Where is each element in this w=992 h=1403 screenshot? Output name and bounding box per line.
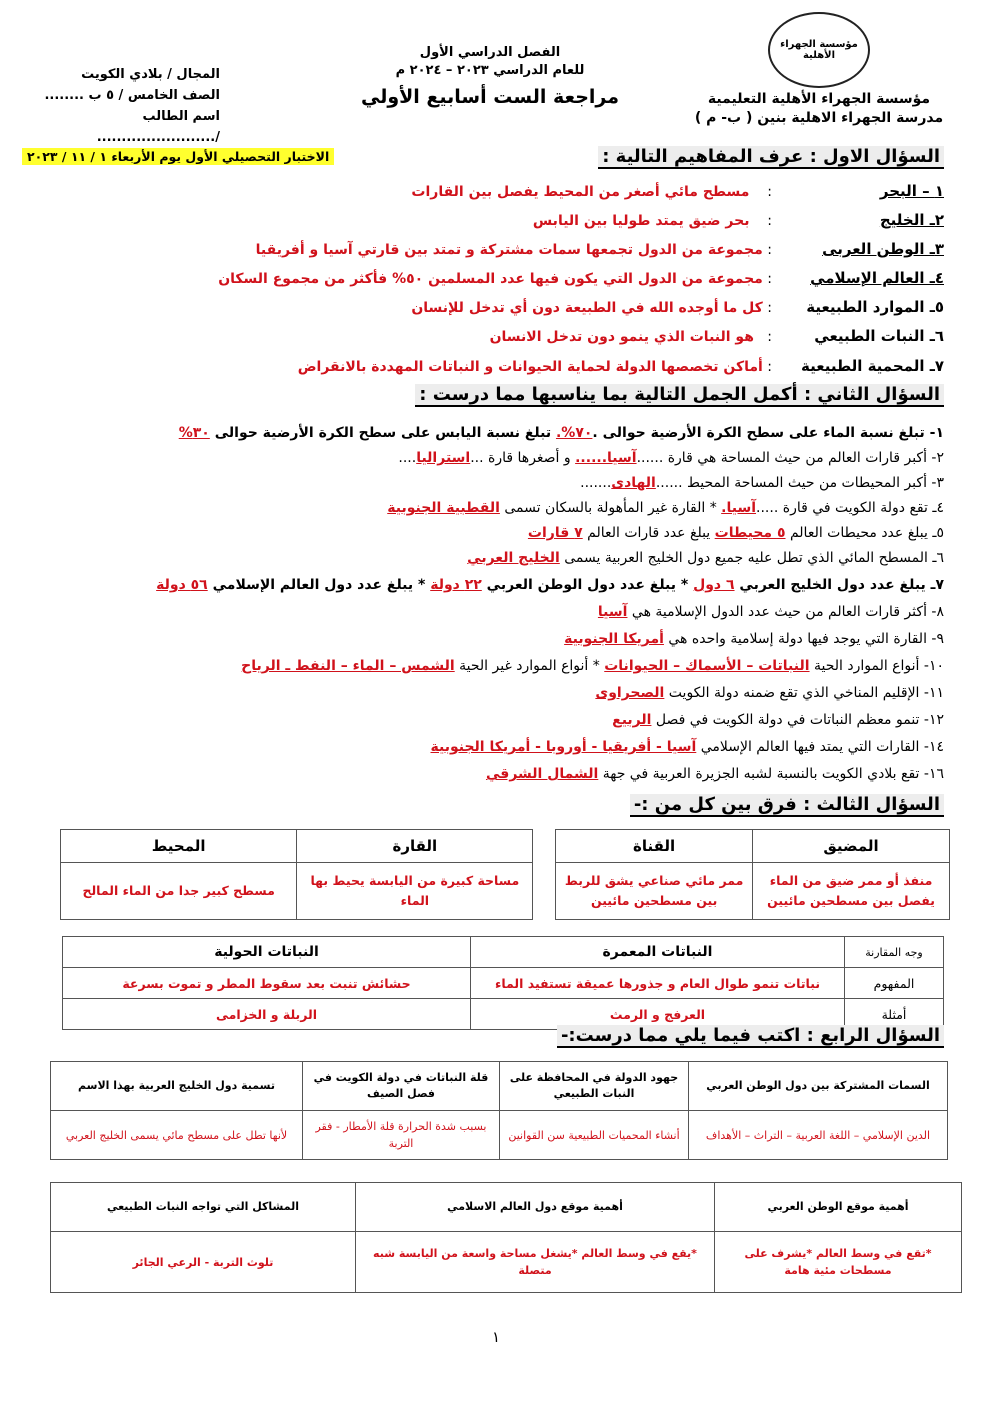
q2-answer: ٦ دول [693,577,735,593]
q2-text: ١١- الإقليم المناخي الذي تقع ضمنه دولة الكويت [664,685,944,701]
t2-header: النباتات المعمرة [471,937,845,968]
q2-text: ٨- أكثر قارات العالم من حيث عدد الدول الإسلامية هي [627,604,944,620]
q2-text: ١٢- تنمو معظم النباتات في دولة الكويت في فصل [651,712,944,728]
t2-cell: العرفج و الرمث [471,999,845,1030]
t4-header: أهمية موقع دول العالم الاسلامي [356,1183,715,1232]
t1-header: القناة [556,830,753,863]
q2-answer: آسيا - أفريقيا - أوروبا - أمريكا الجنوبية [430,739,697,755]
q1-def: مجموعة من الدول تجمعها سمات مشتركة و تمتد بين قارتي آسيا و أفريقيا [255,242,763,258]
t1-header: المضيق [753,830,950,863]
academic-year: للعام الدراسي ٢٠٢٣ – ٢٠٢٤ م [395,63,585,78]
t3-header: السمات المشتركة بين دول الوطن العربي [689,1062,948,1111]
q2-line [20,654,944,679]
q1-item: ٢ـ الخليج: بحر ضيق يمتد طوليا بين اليابس [22,206,944,234]
q2-line [20,496,944,521]
q2-answer: ٣٠% [178,425,210,441]
t1-gap [533,863,556,920]
q2-answer: ٥٦ دولة [156,577,208,593]
page-number: ١ [491,1328,501,1346]
q2-text: ١- تبلغ نسبة الماء على سطح الكرة الأرضية حوالى . [592,425,944,441]
q2-answer: آسيا. [721,500,757,516]
t3-cell: الدين الإسلامي – اللغة العربية – التراث – الأهداف [689,1111,948,1160]
t4-header: المشاكل التي تواجه النبات الطبيعي [51,1183,356,1232]
q2-text: ١٠- أنواع الموارد الحية [809,658,944,674]
q4-table-2 [50,1182,962,1293]
q2-line [20,573,944,598]
q2-answer: ٧٠%. [555,425,593,441]
t2-cell: حشائش تنبت بعد سقوط المطر و تموت بسرعة [63,968,471,999]
q1-def: بحر ضيق يمتد طوليا بين اليابس [532,213,750,229]
q4-title: السؤال الرابع : اكتب فيما يلي مما درست:- [557,1025,944,1048]
semester: الفصل الدراسي الأول [419,45,561,60]
t1-gap [533,830,556,863]
q2-text: ٧ـ يبلغ عدد دول الخليج العربي [734,577,944,593]
t1-cell: مساحة كبيرة من اليابسة يحيط بها الماء [297,863,533,920]
q1-def: مسطح مائي أصغر من المحيط يفصل بين القارات [411,184,750,200]
q3-table-2 [62,936,944,1030]
q2-line [20,471,944,496]
q2-answer: ٧ قارات [527,525,583,541]
subject: المجال / بلادي الكويت [81,67,220,82]
q2-answer: النباتات – الأسماك – الحيوانات [604,658,810,674]
student-info [20,64,220,148]
q2-answer: آسيا [597,604,628,620]
logo-text: مؤسسة الجهراء الأهلية [780,39,858,61]
t4-cell: تلوث التربة - الرعي الجائر [51,1232,356,1293]
q1-item: ٥ـ الموارد الطبيعية: كل ما أوجده الله في الطبيعة دون أي تدخل للإنسان [22,293,944,321]
q2-answer: استراليا [416,450,471,466]
q2-text: و أصغرها قارة ... [470,450,576,466]
q1-item: ١ – البحر: مسطح مائي أصغر من المحيط يفصل بين القارات [22,177,944,205]
q2-line [20,708,944,733]
q2-text: ٩- القارة التي يوجد فيها دولة إسلامية واحده هي [663,631,944,647]
q1-term: ٧ـ المحمية الطبيعية [801,357,944,375]
t3-header: جهود الدولة في المحافظة على النبات الطبيعي [500,1062,689,1111]
q3-table-1 [60,829,950,920]
q1-term: ٣ـ الوطن العربى [822,240,944,258]
exam-info [340,44,640,108]
q1-def: مجموعة من الدول التي يكون فيها عدد المسلمين ٥٠% فأكثر من مجموع السكان [218,271,763,287]
q1-item: ٧ـ المحمية الطبيعية: أماكن تخصصها الدولة لحماية الحيوانات و النباتات المهددة بالانقراض [22,352,944,380]
q2-text: * يبلغ عدد دول العالم الإسلامي [207,577,431,593]
school-logo [768,12,870,88]
q1-term: ٥ـ الموارد الطبيعية [806,298,944,316]
q2-line [20,735,944,760]
q3-title: السؤال الثالث : فرق بين كل من :- [630,794,944,817]
q2-text: ٣- أكبر المحيطات من حيث المساحة المحيط ...... [655,475,944,491]
q1-def: أماكن تخصصها الدولة لحماية الحيوانات و النباتات المهددة بالانقراض [297,359,763,375]
q1-def: كل ما أوجده الله في الطبيعة دون أي تدخل للإنسان [411,300,763,316]
t1-cell: ممر مائي صناعي يشق للربط بين مسطحين مائيين [556,863,753,920]
student-name: اسم الطالب /........................ [96,109,220,145]
q2-answer: آسيا...... [575,450,637,466]
q2-answer: الخليج العربي [467,550,560,566]
q2-answer: القطبية الجنوبية [387,500,500,516]
q2-answer: الربيع [612,712,652,728]
q2-text: .... [398,450,417,466]
t2-cell: الربلة و الخزامى [63,999,471,1030]
q2-answer: الشمال الشرقي [485,766,599,782]
t2-cell: نباتات تنمو طوال العام و جذورها عميقة تستفيد الماء [471,968,845,999]
t1-header: القارة [297,830,533,863]
exam-date-banner: الاختبار التحصيلي الأول يوم الأربعاء ١ / ١١ / ٢٠٢٣ [22,148,334,165]
q2-text: * أنواع الموارد غير الحية [454,658,605,674]
q1-term: ٦ـ النبات الطبيعي [814,327,944,345]
org-name: مؤسسة الجهراء الأهلية التعليمية [707,91,931,107]
grade: الصف الخامس / ٥ ب ........ [44,88,220,103]
q2-title: السؤال الثاني : أكمل الجمل التالية بما يناسبها مما درست : [415,384,944,407]
q2-line [20,546,944,571]
t3-cell: لأنها تطل على مسطح مائي يسمى الخليج العربي [51,1111,303,1160]
q2-text: ٤ـ تقع دولة الكويت في قارة ..... [756,500,944,516]
q2-answer: ٢٢ دولة [430,577,482,593]
q1-term: ٤ـ العالم الإسلامي [810,269,944,287]
t4-header: أهمية موقع الوطن العربي [715,1183,962,1232]
q4-table-1 [50,1061,948,1160]
q2-text: ١٦- تقع بلادي الكويت بالنسبة لشبه الجزيرة العربية في جهة [598,766,944,782]
q2-text: ....... [580,475,612,491]
q1-term: ٢ـ الخليج [879,211,944,229]
q2-text: * يبلغ عدد دول الوطن العربي [481,577,694,593]
q2-text: ٢- أكبر قارات العالم من حيث المساحة هي قارة ...... [636,450,944,466]
t3-cell: بسبب شدة الحرارة قلة الأمطار - فقر التربة [303,1111,500,1160]
t1-header: المحيط [61,830,297,863]
q2-text: يبلغ عدد قارات العالم [582,525,715,541]
q1-item: ٤ـ العالم الإسلامي: مجموعة من الدول التي يكون فيها عدد المسلمين ٥٠% فأكثر من مجموع السكان [22,264,944,292]
q1-def: هو النبات الذي ينمو دون تدخل الانسان [489,329,754,345]
q1-item: ٣ـ الوطن العربى: مجموعة من الدول تجمعها سمات مشتركة و تمتد بين قارتي آسيا و أفريقيا [22,235,944,263]
t3-cell: أنشاء المحميات الطبيعية سن القوانين [500,1111,689,1160]
q2-text: * القارة غير المأهولة بالسكان تسمى [499,500,722,516]
q2-answer: ٥ محيطات [714,525,786,541]
t2-row-label: المفهوم [845,968,944,999]
t2-corner: وجه المقارنة [845,937,944,968]
q1-term: ١ – البحر [879,182,944,200]
q2-line [20,600,944,625]
q2-text: تبلغ نسبة اليابس على سطح الكرة الأرضية حوالى [209,425,556,441]
q2-text: ١٤- القارات التي يمتد فيها العالم الإسلامي [696,739,944,755]
q2-line [20,421,944,446]
q1-title: السؤال الاول : عرف المفاهيم التالية : [598,146,944,169]
q2-answer: أمريكا الجنوبية [564,631,664,647]
t4-cell: *تقع في وسط العالم *يشرف على مسطحات مئية هامة [715,1232,962,1293]
t4-cell: *يقع في وسط العالم *يشغل مساحة واسعة من اليابسة شبه متصلة [356,1232,715,1293]
q2-line [20,521,944,546]
q2-text: ٦ـ المسطح المائي الذي تطل عليه جميع دول الخليج العربية يسمى [559,550,944,566]
t2-header: النباتات الحولية [63,937,471,968]
q2-line [20,627,944,652]
q2-line [20,446,944,471]
q2-answer: الشمس – الماء – النفط ـ الرياح [241,658,455,674]
t3-header: قلة النباتات في دولة الكويت في فصل الصيف [303,1062,500,1111]
q2-line [20,681,944,706]
q2-line [20,762,944,787]
t2-row-label: أمثلة [845,999,944,1030]
school-header [694,12,944,128]
t1-cell: منفذ أو ممر ضيق من الماء يفصل بين مسطحين مائيين [753,863,950,920]
q2-text: ٥ـ يبلغ عدد محيطات العالم [785,525,944,541]
page-title: مراجعة الست أسابيع الأولي [360,86,619,108]
q2-answer: الصحراوى [595,685,665,701]
q1-item: ٦ـ النبات الطبيعي: هو النبات الذي ينمو دون تدخل الانسان [22,322,944,350]
t1-cell: مسطح كبير جدا من الماء المالح [61,863,297,920]
t3-header: تسمية دول الخليج العربية بهذا الاسم [51,1062,303,1111]
q2-answer: الهادى [611,475,656,491]
school-name: مدرسة الجهراء الاهلية بنين ( ب- م ) [694,110,944,126]
